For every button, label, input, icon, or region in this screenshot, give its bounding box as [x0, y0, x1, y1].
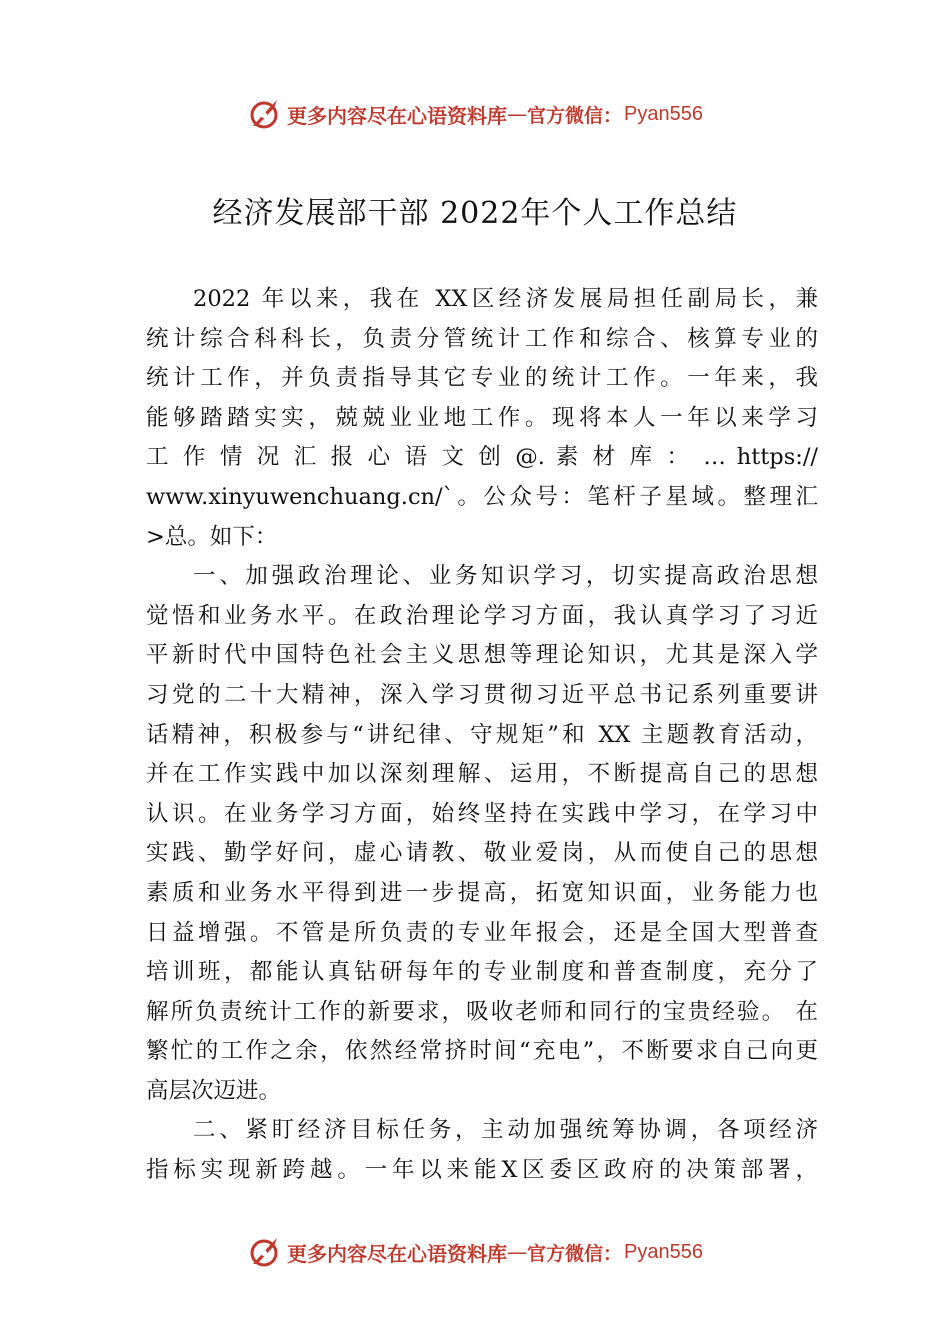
- text-line: 平新时代中国特色社会主义思想等理论知识，尤其是深入学: [146, 642, 818, 669]
- text-line: 实践、勤学好问，虚心请教、敬业爱岗，从而使自己的思想: [146, 840, 818, 867]
- text-line: www.xinyuwenchuang.cn/`。公众号：笔杆子星域。整理汇: [146, 483, 818, 510]
- banner-wechat-id: Pyan556: [624, 102, 703, 125]
- text-line: 二、紧盯经济目标任务，主动加强统筹协调，各项经济: [193, 1117, 818, 1144]
- text-line: 2022 年以来，我在 XX区经济发展局担任副局长，兼: [193, 286, 818, 312]
- banner-label: 官方微信：: [527, 104, 623, 127]
- banner-dash: —: [507, 102, 527, 126]
- document-title: 经济发展部干部 2022年个人工作总结: [212, 196, 738, 231]
- text-line: 认识。在业务学习方面，始终坚持在实践中学习，在学习中: [146, 800, 818, 827]
- text-line: 指标实现新跨越。一年以来能X区委区政府的决策部署，: [146, 1157, 818, 1184]
- banner-label: 官方微信：: [527, 1242, 623, 1265]
- quill-logo-icon: [247, 96, 283, 132]
- text-line: 习党的二十大精神，深入学习贯彻习近平总书记系列重要讲: [146, 681, 818, 708]
- banner-dash: —: [507, 1240, 527, 1264]
- text-line: 觉悟和业务水平。在政治理论学习方面，我认真学习了习近: [146, 602, 818, 629]
- text-line: 工 作 情 况 汇 报 心 语 文 创 @. 素 材 库 ： … https://: [146, 444, 818, 471]
- text-line: 能够踏踏实实，兢兢业业地工作。现将本人一年以来学习: [146, 404, 818, 431]
- header-watermark-banner: [0, 94, 950, 134]
- text-line: 解所负责统计工作的新要求，吸收老师和同行的宝贵经验。 在: [146, 998, 818, 1025]
- text-line: 统计综合科科长，负责分管统计工作和综合、核算专业的: [146, 325, 818, 352]
- text-line: 并在工作实践中加以深刻理解、运用，不断提高自己的思想: [146, 761, 818, 788]
- text-line: 培训班，都能认真钻研每年的专业制度和普查制度，充分了: [146, 959, 818, 986]
- document-body: [146, 280, 818, 1191]
- text-line: 繁忙的工作之余，依然经常挤时间“充电”，不断要求自己向更: [146, 1038, 818, 1065]
- banner-text: 更多内容尽在心语资料库: [287, 1241, 507, 1266]
- text-line: 日益增强。不管是所负责的专业年报会，还是全国大型普查: [146, 919, 818, 946]
- text-line: 统计工作，并负责指导其它专业的统计工作。一年来，我: [146, 365, 818, 392]
- banner-text: 更多内容尽在心语资料库: [287, 103, 507, 128]
- text-line: >总。如下：: [146, 523, 278, 550]
- banner-wechat-id: Pyan556: [624, 1240, 703, 1263]
- text-line: 话精神，积极参与“讲纪律、守规矩”和 XX 主题教育活动，: [146, 721, 818, 748]
- text-line: 一、加强政治理论、业务知识学习，切实提高政治思想: [193, 563, 818, 590]
- text-line: 素质和业务水平得到进一步提高，拓宽知识面，业务能力也: [146, 879, 818, 906]
- text-line: 高层次迈进。: [146, 1077, 282, 1104]
- quill-logo-icon: [247, 1234, 283, 1270]
- footer-watermark-banner: [0, 1232, 950, 1272]
